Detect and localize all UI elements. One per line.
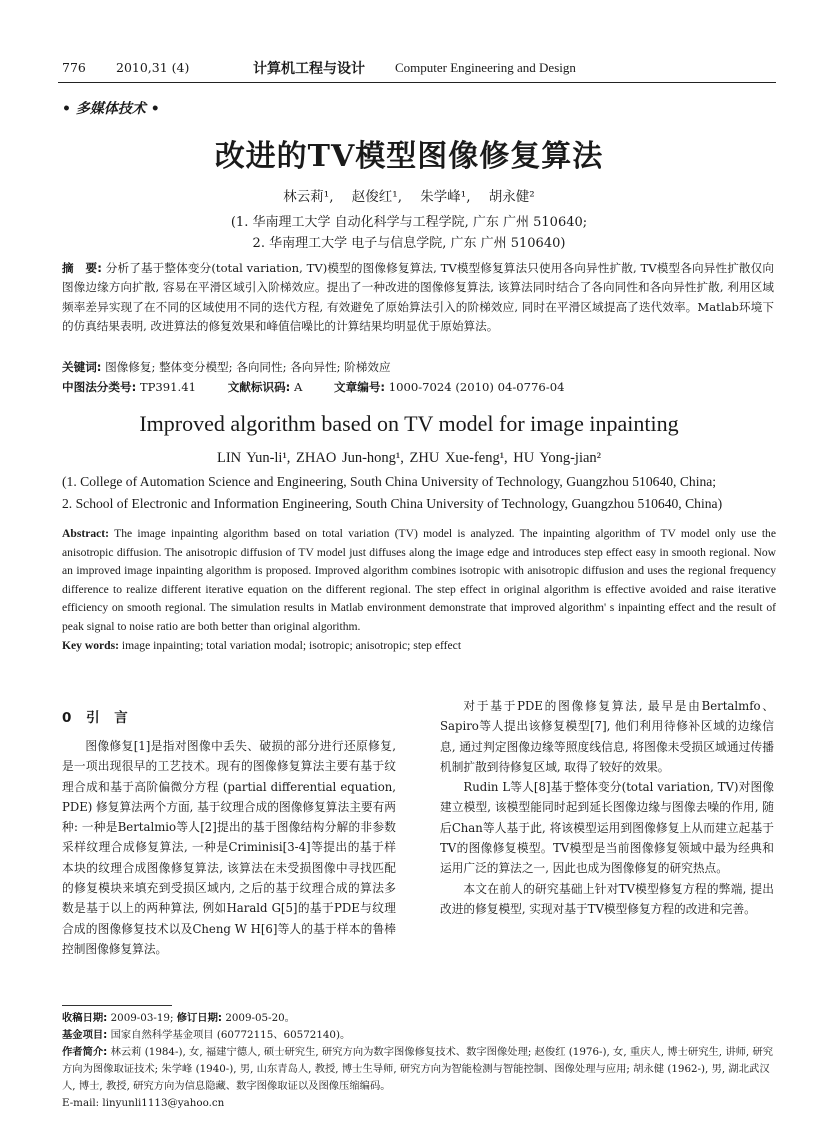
classification-line <box>62 379 774 395</box>
abstract-cn-text: 分析了基于整体变分(total variation, TV)模型的图像修复算法, TV模型修复算法只使用各向异性扩散, TV模型各向异性扩散仅向图像边缘方向扩散, 容易在平滑区域引入阶梯效应。提出了一种改进的图像修复算法, 该算法同时结合了各向同性和各向异性扩散, 利用区域频率差异实现了在不同的区域使用不同的迭代方程, 有效避免了原始算法引入的阶梯效应, 同时在平滑区域提高了迭代效率。Matlab环境下的仿真结果表明, 改进算法的修复效果和峰值信噪比的计算结果均明显优于原始算法。 <box>62 261 775 334</box>
revised-label: 修订日期: <box>176 1012 223 1024</box>
footnote-rule <box>62 1005 172 1006</box>
body-paragraph: 图像修复[1]是指对图像中丢失、破损的部分进行还原修复, 是一项出现很早的工艺技术。现有的图像修复算法主要有基于纹理合成和基于高阶偏微分方程 (partial differential equation, PDE) 修复算法两个方面, 基于纹理合成的图像修复算法主要有两种: 一种是Bertalmio等人[2]提出的基于图像结构分解的非参数采样纹理合成修复算法, 一种是Criminisi[3-4]等提出的基于样本块的纹理合成图像修复算法, 该算法在未受损图像中寻找匹配的修复模块来填充到受损区域内, 之后的基于纹理合成的算法多数是基于以上的两种算法, 例如Harald G[5]的基于PDE与纹理合成的图像修复技术以及Cheng W H[6]等人的基于样本的鲁棒控制图像修复算法。 <box>62 739 396 956</box>
received-date: 2009-03-19; <box>110 1012 174 1024</box>
footnote-fund <box>62 1027 776 1044</box>
author-cn: 胡永健² <box>488 189 535 205</box>
author-cn: 赵俊红¹, <box>351 189 402 205</box>
keywords-en-text: image inpainting; total variation modal; isotropic; anisotropic; step effect <box>121 638 462 652</box>
clc-value: TP391.41 <box>139 380 196 394</box>
footnotes <box>62 1010 776 1112</box>
footnote-dates <box>62 1010 776 1027</box>
keywords-cn-label: 关键词: <box>62 360 102 374</box>
affiliation-en-2: 2. School of Electronic and Information Engineering, South China University of Technology, Guangzhou 510640, China) <box>62 496 723 511</box>
right-column <box>440 696 774 919</box>
bio-text: 林云莉 (1984-), 女, 福建宁德人, 硕士研究生, 研究方向为数字图像修复技术、数字图像处理; 赵俊红 (1976-), 女, 重庆人, 博士研究生, 讲师, 研究方向为图像取证技术; 朱学峰 (1940-), 男, 山东青岛人, 教授, 博士生导师, 研究方向为智能检测与智能控制、图像处理与应用; 胡永健 (1962-), 男, 湖北武汉人, 博士, 教授, 研究方向为信息隐藏、数字图像取证以及图像压缩编码。 <box>62 1046 774 1092</box>
keywords-en <box>62 637 776 656</box>
body-paragraph: 对于基于PDE的图像修复算法, 最早是由Bertalmfo、Sapiro等人提出该修复模型[7], 他们利用待修补区域的边缘信息, 通过判定图像边缘等照度线信息, 将图像未受损区域通过传播机制扩散到待修复区域, 取得了较好的效果。 <box>440 699 774 774</box>
page-number: 776 <box>62 60 86 75</box>
article-number-value: 1000-7024 (2010) 04-0776-04 <box>388 380 565 394</box>
footnote-bio <box>62 1044 776 1095</box>
clc-label: 中图法分类号: <box>62 380 137 394</box>
journal-name-en: Computer Engineering and Design <box>395 60 576 75</box>
section-heading-introduction: 0 引 言 <box>62 710 128 726</box>
body-paragraph: Rudin L等人[8]基于整体变分(total variation, TV)对图像建立模型, 该模型能同时起到延长图像边缘与图像去噪的作用, 随后Chan等人基于此, 将该模型运用到图像修复上从而建立起基于TV的图像修复模型。TV模型是当前图像修复领域中最为经典和运用广泛的算法之一, 因此也成为图像修复的研究热点。 <box>440 780 774 876</box>
section-tag: • 多媒体技术 • <box>62 101 160 117</box>
affiliation-en-1: (1. College of Automation Science and Engineering, South China University of Technology, Guangzhou 510640, China; <box>62 474 717 489</box>
abstract-en <box>62 525 776 655</box>
bio-label: 作者简介: <box>62 1046 108 1058</box>
doc-code-label: 文献标识码: <box>227 380 291 394</box>
abstract-cn <box>62 259 774 337</box>
affiliation-cn-2: 2. 华南理工大学 电子与信息学院, 广东 广州 510640) <box>252 236 566 251</box>
keywords-cn-text: 图像修复; 整体变分模型; 各向同性; 各向异性; 阶梯效应 <box>105 360 391 374</box>
revised-date: 2009-05-20。 <box>225 1012 295 1024</box>
keywords-en-label: Key words: <box>62 638 119 652</box>
author-cn: 朱学峰¹, <box>420 189 471 205</box>
footnote-email: E-mail: linyunli1113@yahoo.cn <box>62 1097 225 1109</box>
journal-name-cn: 计算机工程与设计 <box>253 61 365 77</box>
paper-title-cn: 改进的TV模型图像修复算法 <box>214 139 604 174</box>
body-paragraph: 本文在前人的研究基础上针对TV模型修复方程的弊端, 提出改进的修复模型, 实现对基于TV模型修复方程的改进和完善。 <box>440 881 774 916</box>
fund-label: 基金项目: <box>62 1029 108 1041</box>
abstract-cn-label: 摘 要: <box>62 261 102 275</box>
header-rule <box>58 82 776 83</box>
issue-info: 2010,31 (4) <box>116 60 190 75</box>
left-column <box>62 736 396 959</box>
authors-en: LIN Yun-li¹, ZHAO Jun-hong¹, ZHU Xue-feng¹, HU Yong-jian² <box>216 450 602 466</box>
received-label: 收稿日期: <box>62 1012 108 1024</box>
doc-code-value: A <box>293 380 303 394</box>
keywords-cn <box>62 359 774 375</box>
authors-cn <box>0 185 818 205</box>
author-cn: 林云莉¹, <box>283 189 334 205</box>
abstract-en-text: The image inpainting algorithm based on total variation (TV) model is analyzed. The inpainting algorithm of TV model only use the anisotropic diffusion. The anisotropic diffusion of TV model just diffuses along the image edge and introduces step effect easy in smooth regional. Now an improved image inpainting algorithm is proposed. Improved algorithm combines isotropic with anisotropic diffusion and uses the regional frequency difference to realize different iterative equation on the different regional. The step effect in original algorithm is effective avoided and raise iterative efficiency on smooth regional. The simulation results in Matlab environment demonstrate that improved algorithm' s inpainting effect and the result of peak signal to noise ratio are both better than original algorithm. <box>62 527 776 633</box>
paper-title-en: Improved algorithm based on TV model for image inpainting <box>139 411 679 436</box>
affiliation-cn-1: (1. 华南理工大学 自动化科学与工程学院, 广东 广州 510640; <box>230 215 588 230</box>
abstract-en-label: Abstract: <box>62 527 110 540</box>
fund-text: 国家自然科学基金项目 (60772115、60572140)。 <box>110 1029 351 1041</box>
article-number-label: 文章编号: <box>334 380 386 394</box>
